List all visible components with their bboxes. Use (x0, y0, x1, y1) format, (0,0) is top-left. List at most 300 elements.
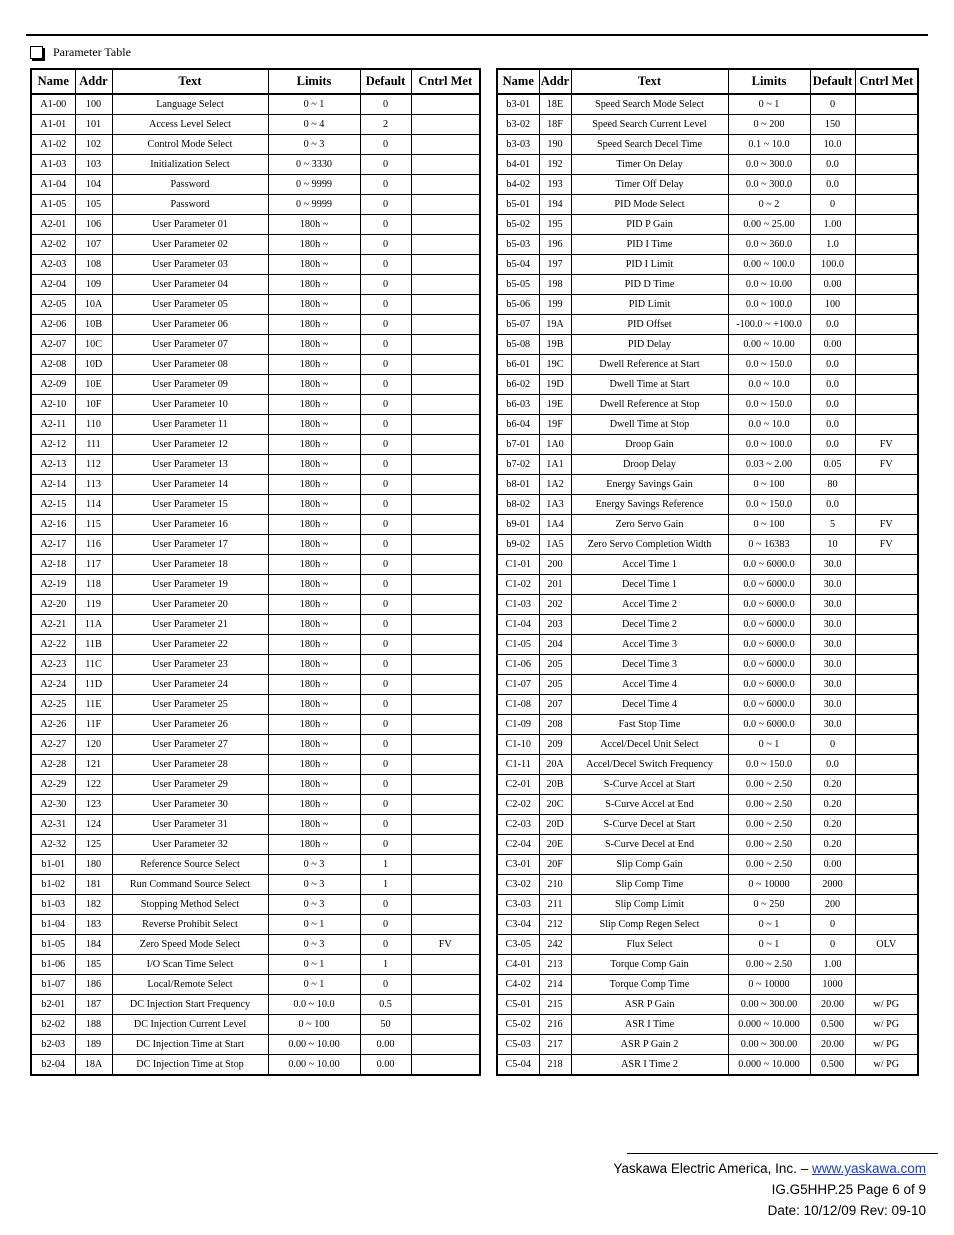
table-row (497, 555, 918, 575)
table-row (31, 94, 480, 115)
cell-text: Fast Stop Time (571, 715, 728, 735)
cell-default: 150 (810, 115, 855, 135)
table-row (497, 615, 918, 635)
cell-default: 0 (360, 815, 411, 835)
cell-control-method (411, 315, 480, 335)
cell-text: PID I Time (571, 235, 728, 255)
cell-text: Decel Time 4 (571, 695, 728, 715)
cell-name: C2-03 (497, 815, 539, 835)
table-row (31, 235, 480, 255)
cell-name: b5-01 (497, 195, 539, 215)
cell-text: User Parameter 04 (112, 275, 268, 295)
cell-name: C1-03 (497, 595, 539, 615)
cell-text: ASR P Gain (571, 995, 728, 1015)
cell-default: 0 (360, 755, 411, 775)
cell-text: User Parameter 29 (112, 775, 268, 795)
cell-text: Password (112, 175, 268, 195)
cell-addr: 10A (75, 295, 112, 315)
cell-limits: 0.0 ~ 300.0 (728, 155, 810, 175)
table-row (497, 835, 918, 855)
cell-control-method (411, 555, 480, 575)
cell-text: Dwell Time at Stop (571, 415, 728, 435)
cell-limits: 0.0 ~ 6000.0 (728, 715, 810, 735)
cell-name: b5-08 (497, 335, 539, 355)
cell-limits: 0.0 ~ 6000.0 (728, 615, 810, 635)
cell-control-method (411, 735, 480, 755)
cell-limits: 0.00 ~ 25.00 (728, 215, 810, 235)
cell-control-method (855, 135, 918, 155)
cell-name: A1-05 (31, 195, 75, 215)
cell-default: 0 (360, 635, 411, 655)
cell-limits: 180h ~ (268, 755, 360, 775)
cell-default: 0 (360, 595, 411, 615)
cell-limits: 180h ~ (268, 575, 360, 595)
cell-text: S-Curve Decel at Start (571, 815, 728, 835)
table-row (497, 735, 918, 755)
cell-limits: 0 ~ 3 (268, 135, 360, 155)
cell-name: C3-02 (497, 875, 539, 895)
cell-text: Flux Select (571, 935, 728, 955)
cell-text: User Parameter 03 (112, 255, 268, 275)
cell-control-method (411, 415, 480, 435)
cell-name: C4-01 (497, 955, 539, 975)
cell-text: User Parameter 12 (112, 435, 268, 455)
cell-default: 0 (360, 615, 411, 635)
table-row (31, 455, 480, 475)
cell-control-method (411, 775, 480, 795)
cell-limits: 0.00 ~ 300.00 (728, 1035, 810, 1055)
cell-name: A1-01 (31, 115, 75, 135)
cell-addr: 20D (539, 815, 571, 835)
cell-addr: 180 (75, 855, 112, 875)
table-row (497, 755, 918, 775)
cell-addr: 112 (75, 455, 112, 475)
cell-control-method (855, 415, 918, 435)
cell-limits: 0 ~ 100 (268, 1015, 360, 1035)
cell-name: b4-01 (497, 155, 539, 175)
revision-date: Date: 10/12/09 Rev: 09-10 (767, 1203, 926, 1218)
cell-addr: 208 (539, 715, 571, 735)
cell-control-method (855, 755, 918, 775)
cell-default: 0 (360, 735, 411, 755)
document-id: IG.G5HHP.25 Page 6 of 9 (771, 1182, 926, 1197)
cell-default: 1.0 (810, 235, 855, 255)
cell-addr: 201 (539, 575, 571, 595)
cell-name: A2-14 (31, 475, 75, 495)
cell-text: Droop Delay (571, 455, 728, 475)
cell-name: A2-21 (31, 615, 75, 635)
cell-text: Decel Time 2 (571, 615, 728, 635)
cell-text: Accel Time 3 (571, 635, 728, 655)
table-row (497, 335, 918, 355)
cell-name: C5-04 (497, 1055, 539, 1076)
cell-control-method (855, 635, 918, 655)
cell-addr: 20E (539, 835, 571, 855)
cell-default: 0 (360, 435, 411, 455)
cell-addr: 19C (539, 355, 571, 375)
cell-default: 0 (360, 415, 411, 435)
cell-addr: 185 (75, 955, 112, 975)
cell-addr: 1A1 (539, 455, 571, 475)
cell-name: C3-04 (497, 915, 539, 935)
cell-default: 0 (360, 335, 411, 355)
cell-name: A2-08 (31, 355, 75, 375)
cell-name: b6-02 (497, 375, 539, 395)
cell-text: DC Injection Time at Start (112, 1035, 268, 1055)
table-row (497, 255, 918, 275)
column-header-text: Text (571, 69, 728, 94)
cell-control-method (855, 315, 918, 335)
cell-name: A2-30 (31, 795, 75, 815)
table-header-row (31, 69, 480, 94)
table-row (497, 635, 918, 655)
cell-limits: 0.00 ~ 2.50 (728, 855, 810, 875)
cell-addr: 103 (75, 155, 112, 175)
cell-text: User Parameter 32 (112, 835, 268, 855)
cell-text: User Parameter 20 (112, 595, 268, 615)
cell-name: C1-07 (497, 675, 539, 695)
cell-text: DC Injection Start Frequency (112, 995, 268, 1015)
column-header-addr: Addr (539, 69, 571, 94)
cell-limits: 0.00 ~ 10.00 (268, 1035, 360, 1055)
cell-text: Torque Comp Gain (571, 955, 728, 975)
cell-addr: 113 (75, 475, 112, 495)
cell-control-method (411, 495, 480, 515)
cell-addr: 211 (539, 895, 571, 915)
cell-name: A2-20 (31, 595, 75, 615)
cell-limits: 180h ~ (268, 295, 360, 315)
cell-default: 0.500 (810, 1015, 855, 1035)
cell-default: 30.0 (810, 655, 855, 675)
cell-addr: 207 (539, 695, 571, 715)
cell-control-method (411, 895, 480, 915)
table-row (31, 115, 480, 135)
cell-limits: 180h ~ (268, 495, 360, 515)
cell-control-method (855, 955, 918, 975)
cell-default: 1 (360, 855, 411, 875)
cell-control-method (855, 94, 918, 115)
cell-control-method: w/ PG (855, 1015, 918, 1035)
table-row (497, 955, 918, 975)
cell-control-method (855, 235, 918, 255)
cell-name: A2-15 (31, 495, 75, 515)
cell-default: 30.0 (810, 635, 855, 655)
cell-default: 2 (360, 115, 411, 135)
cell-addr: 204 (539, 635, 571, 655)
cell-control-method (411, 955, 480, 975)
cell-limits: 0 ~ 2 (728, 195, 810, 215)
cell-name: b6-03 (497, 395, 539, 415)
cell-control-method (855, 595, 918, 615)
section-title: Parameter Table (53, 44, 131, 59)
cell-control-method (855, 175, 918, 195)
cell-default: 0 (810, 735, 855, 755)
cell-name: A2-05 (31, 295, 75, 315)
cell-text: Password (112, 195, 268, 215)
cell-control-method (411, 595, 480, 615)
cell-limits: 180h ~ (268, 275, 360, 295)
cell-name: b6-01 (497, 355, 539, 375)
cell-name: C1-08 (497, 695, 539, 715)
table-row (31, 535, 480, 555)
cell-addr: 114 (75, 495, 112, 515)
cell-name: b2-03 (31, 1035, 75, 1055)
cell-default: 0 (360, 675, 411, 695)
cell-text: Decel Time 1 (571, 575, 728, 595)
cell-default: 2000 (810, 875, 855, 895)
cell-control-method (411, 215, 480, 235)
cell-limits: 0 ~ 10000 (728, 975, 810, 995)
cell-name: b5-03 (497, 235, 539, 255)
cell-addr: 20C (539, 795, 571, 815)
cell-text: User Parameter 24 (112, 675, 268, 695)
cell-addr: 119 (75, 595, 112, 615)
cell-default: 1.00 (810, 215, 855, 235)
cell-control-method (411, 575, 480, 595)
table-row (497, 1055, 918, 1076)
column-header-limits: Limits (268, 69, 360, 94)
cell-default: 0 (360, 235, 411, 255)
table-row (497, 355, 918, 375)
cell-default: 0.0 (810, 155, 855, 175)
cell-limits: 180h ~ (268, 235, 360, 255)
cell-name: A2-25 (31, 695, 75, 715)
cell-text: Torque Comp Time (571, 975, 728, 995)
cell-control-method (855, 815, 918, 835)
cell-addr: 19A (539, 315, 571, 335)
cell-addr: 182 (75, 895, 112, 915)
cell-name: b2-02 (31, 1015, 75, 1035)
cell-addr: 187 (75, 995, 112, 1015)
cell-limits: 180h ~ (268, 515, 360, 535)
cell-control-method (411, 675, 480, 695)
cell-default: 0.5 (360, 995, 411, 1015)
cell-text: Stopping Method Select (112, 895, 268, 915)
table-header-row (497, 69, 918, 94)
table-row (497, 215, 918, 235)
cell-control-method (855, 335, 918, 355)
cell-control-method (411, 275, 480, 295)
cell-text: DC Injection Current Level (112, 1015, 268, 1035)
cell-text: S-Curve Accel at End (571, 795, 728, 815)
cell-control-method (855, 675, 918, 695)
cell-control-method (411, 135, 480, 155)
cell-control-method (411, 115, 480, 135)
table-row (497, 1015, 918, 1035)
table-row (31, 595, 480, 615)
website-link[interactable]: www.yaskawa.com (811, 1161, 926, 1176)
cell-limits: 0.0 ~ 150.0 (728, 395, 810, 415)
cell-addr: 190 (539, 135, 571, 155)
cell-text: Accel Time 4 (571, 675, 728, 695)
cell-limits: 180h ~ (268, 715, 360, 735)
cell-control-method: w/ PG (855, 995, 918, 1015)
cell-control-method: w/ PG (855, 1035, 918, 1055)
cell-name: A1-04 (31, 175, 75, 195)
table-row (31, 715, 480, 735)
cell-limits: 0.0 ~ 100.0 (728, 435, 810, 455)
cell-control-method (855, 655, 918, 675)
table-row (497, 695, 918, 715)
cell-control-method (411, 295, 480, 315)
cell-control-method (411, 535, 480, 555)
cell-name: C1-02 (497, 575, 539, 595)
cell-text: User Parameter 28 (112, 755, 268, 775)
cell-control-method (855, 775, 918, 795)
cell-name: A1-02 (31, 135, 75, 155)
cell-limits: 180h ~ (268, 335, 360, 355)
cell-default: 0.00 (810, 275, 855, 295)
cell-addr: 10B (75, 315, 112, 335)
cell-control-method: FV (411, 935, 480, 955)
cell-default: 30.0 (810, 615, 855, 635)
cell-name: b1-01 (31, 855, 75, 875)
cell-control-method (411, 155, 480, 175)
cell-addr: 1A3 (539, 495, 571, 515)
cell-limits: 0.00 ~ 2.50 (728, 955, 810, 975)
cell-default: 0 (360, 915, 411, 935)
cell-addr: 19D (539, 375, 571, 395)
cell-default: 0.00 (810, 335, 855, 355)
cell-limits: 0 ~ 1 (268, 915, 360, 935)
cell-control-method (855, 915, 918, 935)
cell-name: C1-06 (497, 655, 539, 675)
cell-default: 30.0 (810, 695, 855, 715)
table-row (31, 215, 480, 235)
cell-text: Slip Comp Time (571, 875, 728, 895)
cell-name: A2-27 (31, 735, 75, 755)
cell-name: A2-28 (31, 755, 75, 775)
table-row (497, 195, 918, 215)
cell-text: Slip Comp Regen Select (571, 915, 728, 935)
cell-default: 200 (810, 895, 855, 915)
cell-text: User Parameter 05 (112, 295, 268, 315)
cell-default: 0 (360, 215, 411, 235)
cell-limits: 180h ~ (268, 395, 360, 415)
cell-addr: 20A (539, 755, 571, 775)
table-row (497, 895, 918, 915)
cell-default: 0 (360, 775, 411, 795)
cell-name: A2-12 (31, 435, 75, 455)
cell-default: 0.00 (360, 1055, 411, 1076)
cell-control-method (411, 875, 480, 895)
cell-addr: 198 (539, 275, 571, 295)
cell-control-method (411, 435, 480, 455)
cell-addr: 102 (75, 135, 112, 155)
cell-text: User Parameter 30 (112, 795, 268, 815)
table-row (31, 1055, 480, 1076)
cell-addr: 11D (75, 675, 112, 695)
cell-addr: 108 (75, 255, 112, 275)
cell-name: b5-04 (497, 255, 539, 275)
cell-limits: 0 ~ 3330 (268, 155, 360, 175)
cell-limits: 0.0 ~ 300.0 (728, 175, 810, 195)
cell-addr: 106 (75, 215, 112, 235)
cell-text: Energy Savings Reference (571, 495, 728, 515)
cell-text: S-Curve Accel at Start (571, 775, 728, 795)
cell-default: 30.0 (810, 555, 855, 575)
cell-default: 0 (360, 455, 411, 475)
cell-control-method (411, 815, 480, 835)
cell-limits: 180h ~ (268, 795, 360, 815)
cell-limits: 0.000 ~ 10.000 (728, 1055, 810, 1076)
cell-default: 0.20 (810, 795, 855, 815)
table-row (31, 755, 480, 775)
cell-name: b8-02 (497, 495, 539, 515)
cell-default: 0 (360, 375, 411, 395)
cell-addr: 18E (539, 94, 571, 115)
table-row (497, 1035, 918, 1055)
cell-default: 0 (360, 315, 411, 335)
cell-control-method (855, 255, 918, 275)
cell-text: User Parameter 13 (112, 455, 268, 475)
cell-addr: 101 (75, 115, 112, 135)
cell-control-method (855, 115, 918, 135)
table-row (31, 635, 480, 655)
cell-default: 0 (360, 395, 411, 415)
cell-default: 0.20 (810, 775, 855, 795)
cell-limits: 0 ~ 10000 (728, 875, 810, 895)
cell-default: 0 (360, 555, 411, 575)
parameter-table-left (30, 68, 481, 1076)
cell-limits: 180h ~ (268, 635, 360, 655)
cell-text: Speed Search Current Level (571, 115, 728, 135)
cell-default: 0 (360, 255, 411, 275)
cell-addr: 125 (75, 835, 112, 855)
cell-limits: 0.00 ~ 2.50 (728, 795, 810, 815)
cell-limits: 0 ~ 100 (728, 475, 810, 495)
table-row (31, 1035, 480, 1055)
cell-limits: 0 ~ 100 (728, 515, 810, 535)
table-row (497, 94, 918, 115)
table-row (31, 155, 480, 175)
cell-addr: 109 (75, 275, 112, 295)
cell-limits: 0 ~ 3 (268, 895, 360, 915)
cell-default: 0 (810, 935, 855, 955)
cell-text: User Parameter 09 (112, 375, 268, 395)
cell-limits: 0.000 ~ 10.000 (728, 1015, 810, 1035)
cell-default: 0 (360, 495, 411, 515)
cell-addr: 202 (539, 595, 571, 615)
cell-control-method (855, 275, 918, 295)
cell-control-method (855, 835, 918, 855)
cell-text: Droop Gain (571, 435, 728, 455)
cell-addr: 116 (75, 535, 112, 555)
table-row (497, 115, 918, 135)
cell-text: Speed Search Mode Select (571, 94, 728, 115)
cell-name: b5-06 (497, 295, 539, 315)
cell-name: b5-07 (497, 315, 539, 335)
cell-limits: 0.00 ~ 2.50 (728, 815, 810, 835)
cell-limits: 180h ~ (268, 555, 360, 575)
cell-default: 30.0 (810, 675, 855, 695)
cell-text: User Parameter 26 (112, 715, 268, 735)
cell-name: b4-02 (497, 175, 539, 195)
table-row (31, 815, 480, 835)
table-row (497, 935, 918, 955)
table-row (497, 775, 918, 795)
column-header-name: Name (31, 69, 75, 94)
cell-addr: 10D (75, 355, 112, 375)
table-row (31, 555, 480, 575)
cell-text: Control Mode Select (112, 135, 268, 155)
cell-default: 50 (360, 1015, 411, 1035)
cell-limits: 0.0 ~ 100.0 (728, 295, 810, 315)
cell-default: 0 (360, 695, 411, 715)
cell-text: User Parameter 14 (112, 475, 268, 495)
table-row (31, 415, 480, 435)
cell-default: 20.00 (810, 1035, 855, 1055)
